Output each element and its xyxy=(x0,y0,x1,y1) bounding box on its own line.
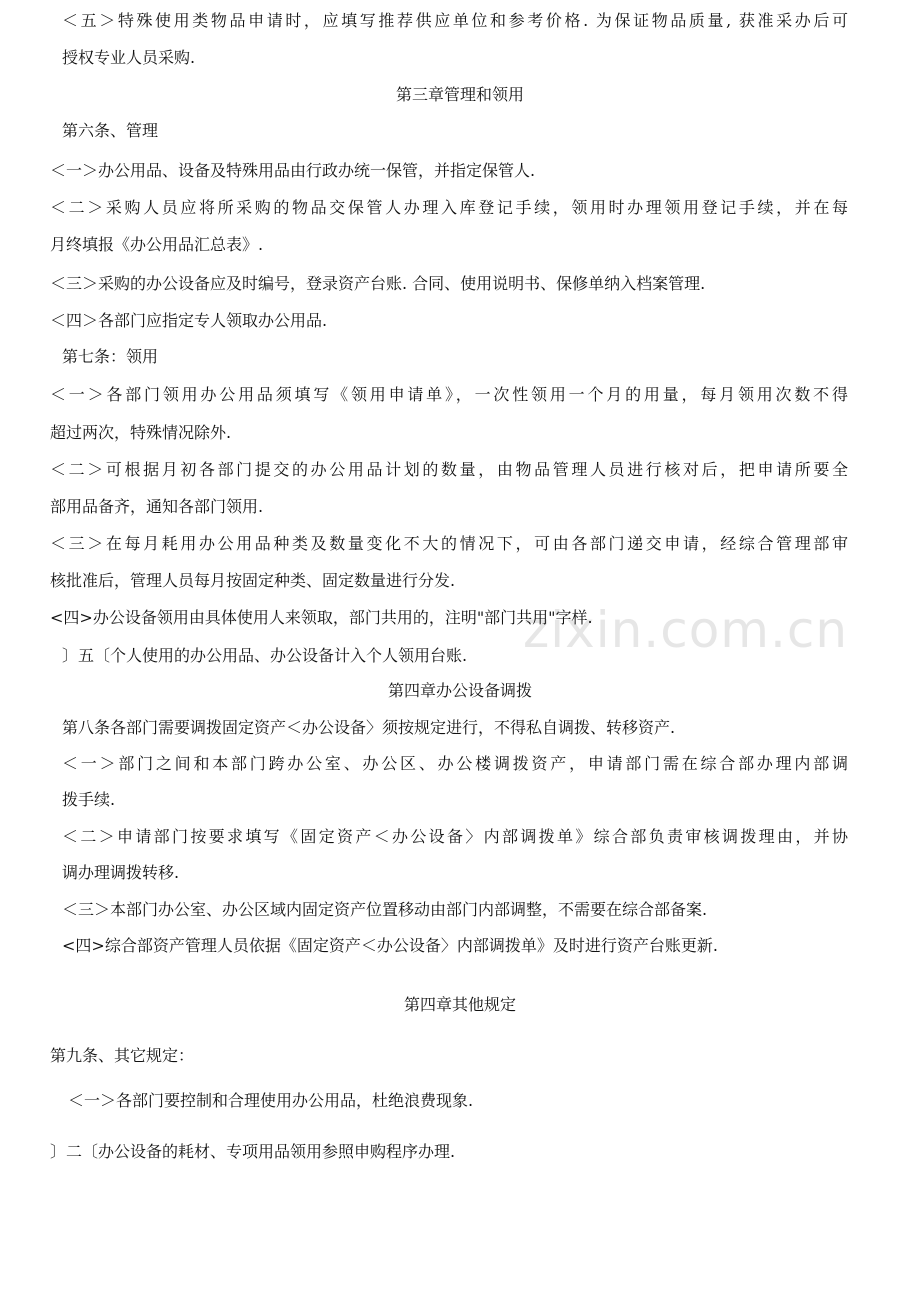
paragraph-line: ＜三＞在每月耗用办公用品种类及数量变化不大的情况下，可由各部门递交申请，经综合管理部审 xyxy=(50,534,848,553)
paragraph-line: ＜五＞特殊使用类物品申请时，应填写推荐供应单位和参考价格. 为保证物品质量, 获准采办后可 xyxy=(62,11,848,30)
paragraph-line: ＜三＞本部门办公室、办公区域内固定资产位置移动由部门内部调整，不需要在综合部备案. xyxy=(62,900,708,919)
paragraph-line: 部用品备齐，通知各部门领用. xyxy=(50,497,264,516)
paragraph-line: 〕二〔办公设备的耗材、专项用品领用参照申购程序办理. xyxy=(50,1142,456,1161)
paragraph-line: ＜三＞采购的办公设备应及时编号，登录资产台账. 合同、使用说明书、保修单纳入档案管理. xyxy=(50,274,706,293)
article-heading: 第九条、其它规定： xyxy=(50,1046,195,1065)
paragraph-line: ＜一＞各部门领用办公用品须填写《领用申请单》，一次性领用一个月的用量，每月领用次数不得 xyxy=(50,385,848,404)
paragraph-line: 授权专业人员采购. xyxy=(62,48,196,67)
paragraph-line: 超过两次，特殊情况除外. xyxy=(50,423,232,442)
paragraph-line: 拨手续. xyxy=(62,790,116,809)
paragraph-line: ＜四＞各部门应指定专人领取办公用品. xyxy=(50,311,328,330)
paragraph-line: ＜二＞可根据月初各部门提交的办公用品计划的数量，由物品管理人员进行核对后，把申请所要全 xyxy=(50,460,848,479)
paragraph-line: <四>办公设备领用由具体使用人来领取，部门共用的，注明"部门共用"字样. xyxy=(50,608,593,627)
paragraph-line: 调办理调拨转移. xyxy=(62,863,180,882)
article-heading: 第八条各部门需要调拨固定资产＜办公设备〉须按规定进行，不得私自调拨、转移资产. xyxy=(62,718,676,737)
paragraph-line: 〕五〔个人使用的办公用品、办公设备计入个人领用台账. xyxy=(62,646,468,665)
paragraph-line: ＜二＞采购人员应将所采购的物品交保管人办理入库登记手续，领用时办理领用登记手续，并在每 xyxy=(50,198,848,217)
paragraph-line: <四>综合部资产管理人员依据《固定资产＜办公设备〉内部调拨单》及时进行资产台账更新. xyxy=(62,936,718,955)
paragraph-line: ＜二＞申请部门按要求填写《固定资产＜办公设备〉内部调拨单》综合部负责审核调拨理由，并协 xyxy=(62,827,848,846)
chapter-heading: 第四章其他规定 xyxy=(403,995,516,1014)
paragraph-line: 月终填报《办公用品汇总表》. xyxy=(50,235,264,254)
chapter-heading: 第三章管理和领用 xyxy=(395,85,524,104)
paragraph-line: ＜一＞办公用品、设备及特殊用品由行政办统一保管，并指定保管人. xyxy=(50,161,536,180)
paragraph-line: ＜一＞各部门要控制和合理使用办公用品，杜绝浪费现象. xyxy=(68,1091,474,1110)
article-heading: 第六条、管理 xyxy=(62,121,159,140)
chapter-heading: 第四章办公设备调拨 xyxy=(387,681,532,700)
paragraph-line: 核批准后，管理人员每月按固定种类、固定数量进行分发. xyxy=(50,571,456,590)
watermark: zixin.com.cn xyxy=(523,601,849,659)
article-heading: 第七条：领用 xyxy=(62,347,159,366)
paragraph-line: ＜一＞部门之间和本部门跨办公室、办公区、办公楼调拨资产，申请部门需在综合部办理内部调 xyxy=(62,754,848,773)
